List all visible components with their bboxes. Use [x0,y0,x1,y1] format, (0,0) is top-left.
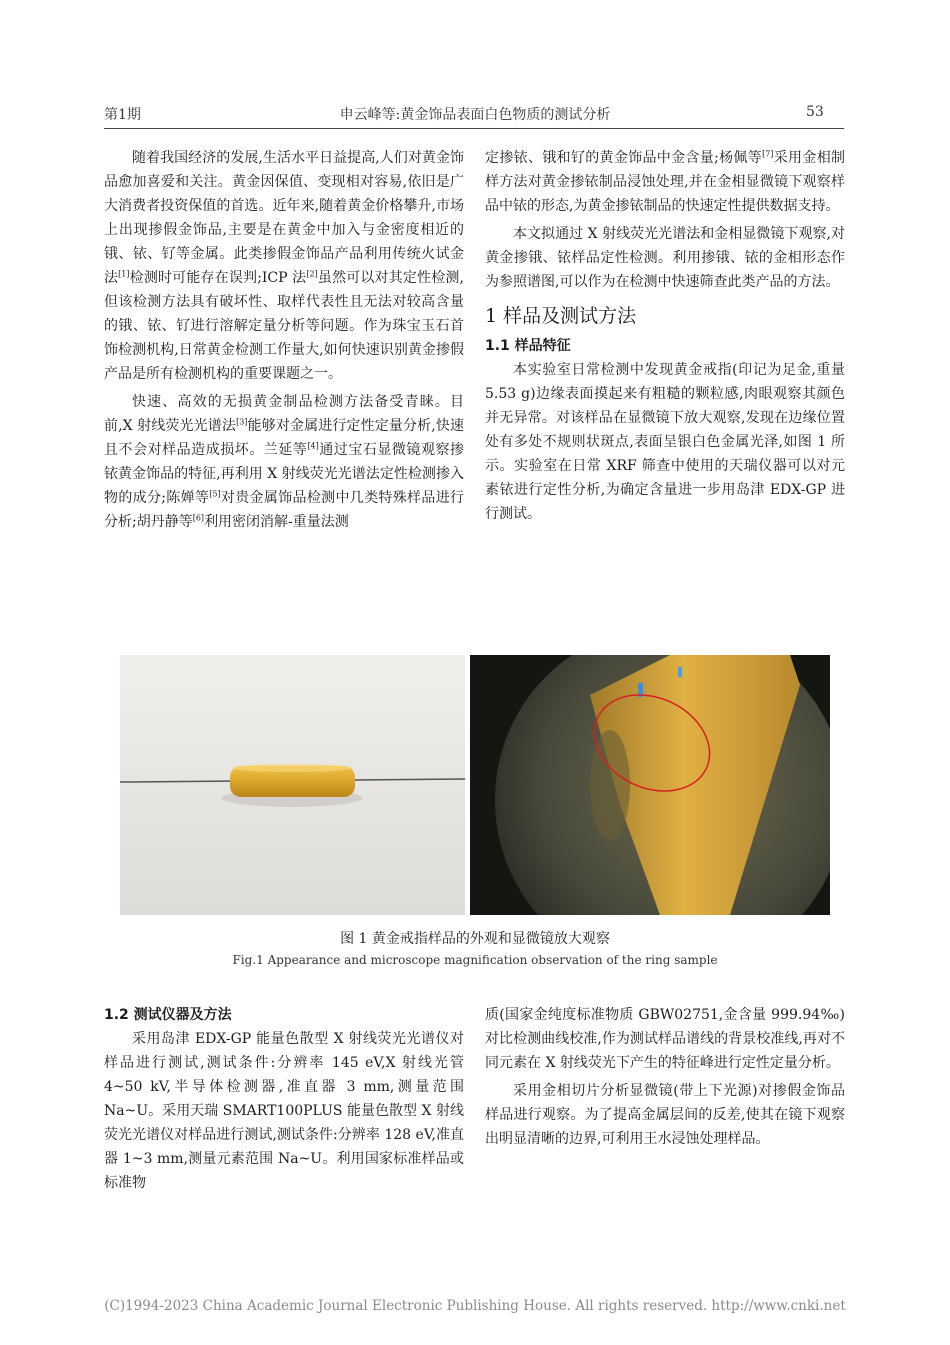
header-rule [104,128,844,129]
citation[interactable]: [5] [209,489,221,499]
instrument-paragraph: 采用岛津 EDX-GP 能量色散型 X 射线荧光光谱仪对样品进行测试,测试条件:分辨率 145 eV,X 射线光管 4~50 kV,半导体检测器,准直器 3 mm,测量范围 Na~U。采用天瑞 SMART100PLUS 能量色散型 X 射线荧光光谱仪对样品进行测试,测试条件:分辨率 128 eV,准直器 1~3 mm,测量元素范围 Na~U。利用国家标准样品或标准物 [104,1031,464,1191]
right-column-bottom [485,1003,845,1151]
citation[interactable]: [6] [192,513,205,523]
subsection-heading-1-1: 1.1 样品特征 [485,338,571,354]
sample-paragraph: 本实验室日常检测中发现黄金戒指(印记为足金,重量 5.53 g)边缘表面摸起来有粗糙的颗粒感,肉眼观察其颜色并无异常。对该样品在显微镜下放大观察,发现在边缘位置处有多处不规则状斑点,表面呈银白色金属光泽,如图 1 所示。实验室在日常 XRF 筛查中使用的天瑞仪器可以对元素铱进行定性分析,为确定含量进一步用岛津 EDX-GP 进行测试。 [485,362,845,522]
ring-photo-drawing [120,655,465,915]
journal-issue: 第1期 [104,107,141,123]
microscope-photo-drawing [470,655,830,915]
figure-caption-cn: 图 1 黄金戒指样品的外观和显微镜放大观察 [340,931,610,947]
intro-paragraph-2: 快速、高效的无损黄金制品检测方法备受青睐。目前,X 射线荧光光谱法[3]能够对金属进行定性定量分析,快速且不会对样品造成损坏。兰延等[4]通过宝石显微镜观察掺铱黄金饰品的特征,再利用 X 射线荧光光谱法定性检测掺入物的成分;陈婵等[5]对贵金属饰品检测中几类特殊样品进行分析;胡丹静等[6]利用密闭消解-重量法测 [104,394,465,530]
metallography-paragraph: 采用金相切片分析显微镜(带上下光源)对掺假金饰品样品进行观察。为了提高金属层间的反差,使其在镜下观察出明显清晰的边界,可利用王水浸蚀处理样品。 [485,1083,845,1147]
page-number: 53 [806,104,824,120]
citation[interactable]: [7] [762,149,774,159]
ring-photo [120,655,465,915]
subsection-heading-1-2: 1.2 测试仪器及方法 [104,1007,232,1023]
microscope-photo [470,655,830,915]
copyright-footer: (C)1994-2023 China Academic Journal Electronic Publishing House. All rights reserved. http://www.cnki.net [104,1298,846,1314]
calibration-paragraph: 质(国家金纯度标准物质 GBW02751,金含量 999.94‰)对比检测曲线校准,作为测试样品谱线的背景校准线,再对不同元素在 X 射线荧光下产生的特征峰进行定性定量分析。 [485,1007,845,1071]
right-column-top [485,146,845,526]
citation[interactable]: [2] [306,269,318,279]
citation[interactable]: [1] [118,269,130,279]
running-title: 申云峰等:黄金饰品表面白色物质的测试分析 [339,107,611,123]
intro-paragraph-3: 本文拟通过 X 射线荧光光谱法和金相显微镜下观察,对黄金掺锇、铱样品定性检测。利用掺锇、铱的金相形态作为参照谱图,可以作为在检测中快速筛查此类产品的方法。 [485,226,845,290]
figure-caption-en: Fig.1 Appearance and microscope magnification observation of the ring sample [232,953,718,967]
citation[interactable]: [3] [236,417,248,427]
section-heading-1: 1 样品及测试方法 [485,305,637,327]
intro-paragraph-1: 随着我国经济的发展,生活水平日益提高,人们对黄金饰品愈加喜爱和关注。黄金因保值、变现相对容易,依旧是广大消费者投资保值的首选。近年来,随着黄金价格攀升,市场上出现掺假金饰品,主要是在黄金中加入与金密度相近的锇、铱、钌等金属。此类掺假金饰品产品利用传统火试金法[1]检测时可能存在误判;ICP 法[2]虽然可以对其定性检测,但该检测方法具有破坏性、取样代表性且无法对较高含量的锇、铱、钌进行溶解定量分析等问题。作为珠宝玉石首饰检测机构,日常黄金检测工作量大,如何快速识别黄金掺假产品是所有检测机构的重要课题之一。 [104,150,464,382]
citation[interactable]: [4] [307,441,319,451]
left-column-bottom [104,1003,464,1195]
intro-paragraph-continued: 定掺铱、锇和钌的黄金饰品中金含量;杨佩等[7]采用金相制样方法对黄金掺铱制品浸蚀处理,并在金相显微镜下观察样品中铱的形态,为黄金掺铱制品的快速定性提供数据支持。 [485,149,846,214]
left-column-top [104,146,464,534]
